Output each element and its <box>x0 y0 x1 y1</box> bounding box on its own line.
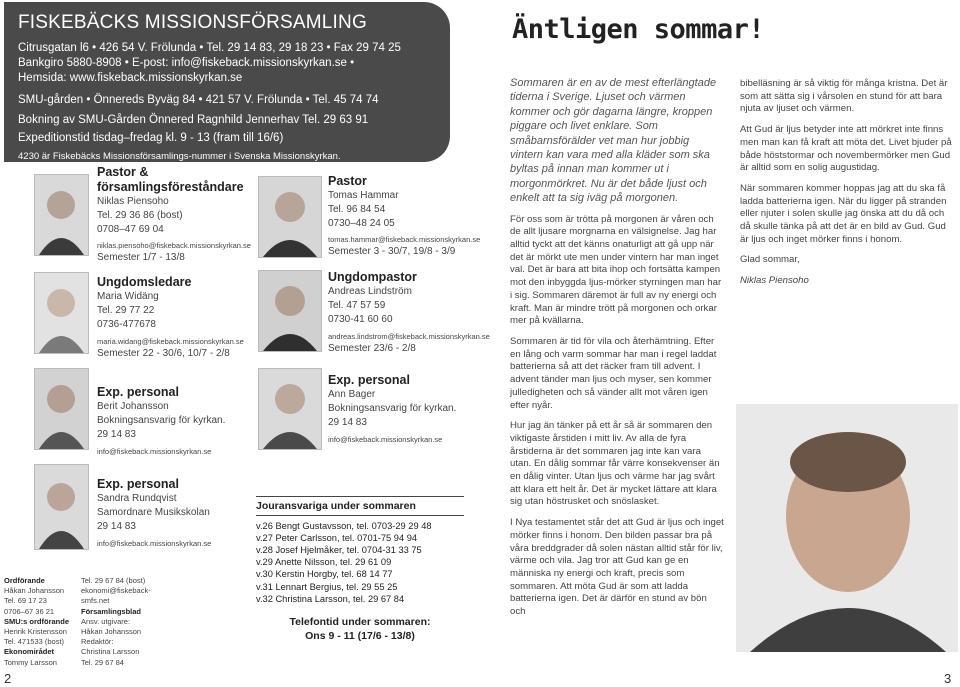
portrait-photo <box>34 174 89 256</box>
staff-forestandare <box>97 165 257 265</box>
article-paragraph: Hur jag än tänker på ett år så är sommaren den viktigaste årstiden i mitt liv. Av alla de fyra årstiderna är det sommaren jag inte kan vara utan. En dålig sommar får värre konsekvenser än en dålig vinter. Utan ljus och värme har jag svårt att klara ett helt år. Det är mycket lättare att klara sig utan höstrusket och snöslasket. <box>510 420 720 508</box>
contact-heading: Ordförande <box>4 576 45 585</box>
header-line: Bokning av SMU-Gården Önnered Ragnhild Jennerhav Tel. 29 63 91 <box>18 114 369 126</box>
staff-exp-1 <box>97 385 257 457</box>
staff-email: niklas.piensoho@fiskeback.missionskyrkan.se <box>97 241 251 250</box>
staff-role: Exp. personal <box>328 373 410 387</box>
contact-heading: Församlingsblad <box>81 606 142 616</box>
staff-exp-2 <box>328 373 478 445</box>
article-paragraph: Glad sommar, <box>740 254 800 266</box>
portrait-photo <box>258 176 322 258</box>
contact-line: Håkan Johansson <box>4 586 65 596</box>
staff-desc: Bokningsansvarig för kyrkan. <box>97 415 226 426</box>
staff-pastor <box>328 174 481 259</box>
contact-line: Christina Larsson <box>81 647 140 657</box>
staff-ungdomsledare <box>97 275 257 361</box>
staff-email: info@fiskeback.missionskyrkan.se <box>97 539 212 548</box>
staff-name: Sandra Rundqvist <box>97 493 177 504</box>
contact-line: Tel. 471533 (bost) <box>4 637 65 647</box>
on-call-item: v.26 Bengt Gustavsson, tel. 0703-29 29 48 <box>256 521 432 532</box>
staff-name: Berit Johansson <box>97 401 169 412</box>
portrait-photo <box>258 270 322 352</box>
header-line: Citrusgatan l6 • 426 54 V. Frölunda • Tel. 29 14 83, 29 18 23 • Fax 29 74 25 <box>18 42 401 54</box>
staff-role: Pastor & <box>97 165 149 179</box>
staff-role: Exp. personal <box>97 477 179 491</box>
page-number-right: 3 <box>944 671 952 686</box>
page-number-left: 2 <box>4 671 12 686</box>
on-call-box <box>256 496 464 643</box>
contacts-col-1 <box>4 576 80 668</box>
contact-line: 0706–67 36 21 <box>4 606 55 616</box>
portrait-photo <box>34 368 89 450</box>
header-line: Bankgiro 5880-8908 • E-post: info@fiskeback.missionskyrkan.se • <box>18 57 355 69</box>
contact-line: Tel. 69 17 23 <box>4 596 47 606</box>
staff-name: Maria Widäng <box>97 291 159 302</box>
staff-tel: Tel. 47 57 59 <box>328 300 386 311</box>
staff-email: maria.widang@fiskeback.missionskyrkan.se <box>97 337 244 346</box>
staff-role: Exp. personal <box>97 385 179 399</box>
contact-heading: SMU:s ordförande <box>4 616 70 626</box>
on-call-item: v.32 Christina Larsson, tel. 29 67 84 <box>256 593 405 604</box>
staff-mobile: 0730–48 24 05 <box>328 218 395 229</box>
staff-email: tomas.hammar@fiskeback.missionskyrkan.se <box>328 235 481 244</box>
article-paragraph: Att Gud är ljus betyder inte att mörkret inte finns men man kan få kraft att möta det. Livet bjuder på både höststormar och novembermörker men Gud är alltid som en solig augustidag. <box>740 124 952 174</box>
staff-name: Niklas Piensoho <box>97 196 169 207</box>
article-column-1 <box>510 76 724 627</box>
staff-semester: Semester 22 - 30/6, 10/7 - 2/8 <box>97 348 230 359</box>
staff-role: Ungdompastor <box>328 270 417 284</box>
staff-name: Ann Bager <box>328 389 376 400</box>
staff-email: info@fiskeback.missionskyrkan.se <box>328 435 443 444</box>
phone-hours-title: Telefontid under sommaren: <box>289 615 431 628</box>
article-lead: Sommaren är en av de mest efterlängtade tiderna i Sverige. Ljuset och värmen kommer och gör dagarna längre, kroppen piggare och livet enklare. Som småbarnsförälder vet man hur jobbig vintern kan vara med alla kläder som ska byltas på innan man kommer ut i morgonmörkret. Nu är det både ljust och enkelt att ta sig iväg på morgonen. <box>510 77 717 205</box>
staff-email: andreas.lindstrom@fiskeback.missionskyrkan.se <box>328 332 490 341</box>
on-call-item: v.28 Josef Hjelmåker, tel. 0704-31 33 75 <box>256 545 422 556</box>
staff-email: info@fiskeback.missionskyrkan.se <box>97 447 212 456</box>
staff-semester: Semester 23/6 - 2/8 <box>328 343 416 354</box>
header-line: Hemsida: www.fiskeback.missionskyrkan.se <box>18 72 243 84</box>
portrait-photo <box>34 464 89 550</box>
portrait-photo <box>34 272 89 354</box>
header-line: Expeditionstid tisdag–fredag kl. 9 - 13 (fram till 16/6) <box>18 132 284 144</box>
staff-tel: 29 14 83 <box>97 429 136 440</box>
article-paragraph: bibelläsning är så viktig för många kristna. Det är som att sätta sig i vårsolen en stund för att bara njuta av ljuset och värmen. <box>740 78 948 115</box>
staff-desc: Samordnare Musikskolan <box>97 507 210 518</box>
on-call-item: v.30 Kerstin Horgby, tel. 68 14 77 <box>256 569 393 580</box>
contact-line: ekonomi@fiskeback- <box>81 586 151 596</box>
staff-tel: Tel. 29 36 86 (bost) <box>97 210 183 221</box>
staff-tel: 29 14 83 <box>328 417 367 428</box>
header-line: SMU-gården • Önnereds Byväg 84 • 421 57 V. Frölunda • Tel. 45 74 74 <box>18 94 379 106</box>
staff-ungdompastor <box>328 270 490 356</box>
author-portrait <box>736 404 958 652</box>
contacts-col-2 <box>81 576 171 668</box>
staff-semester: Semester 1/7 - 13/8 <box>97 252 185 263</box>
article-paragraph: I Nya testamentet står det att Gud är ljus och inget mörker finns i honom. Den bilden passar bra på våra breddgrader då solen nästan alltid står för liv, värme och vila. Jag tror att Gud kan ge en människa ny energi och kraft, precis som sommaren. Att möta Gud är som att ladda batterierna igen. Det är därför en stund av bön och <box>510 517 724 618</box>
contact-line: Ansv. utgivare: <box>81 616 131 626</box>
portrait-photo <box>258 368 322 450</box>
contact-line: Redaktör: <box>81 637 114 647</box>
church-name: FISKEBÄCKS MISSIONSFÖRSAMLING <box>18 12 367 33</box>
on-call-item: v.29 Anette Nilsson, tel. 29 61 09 <box>256 557 392 568</box>
staff-semester: Semester 3 - 30/7, 19/8 - 3/9 <box>328 246 456 257</box>
contact-line: Tel. 29 67 84 <box>81 657 124 667</box>
staff-exp-3 <box>97 477 257 549</box>
staff-role: Pastor <box>328 174 367 188</box>
staff-tel: Tel. 29 77 22 <box>97 305 155 316</box>
on-call-title: Jouransvariga under sommaren <box>256 496 464 516</box>
staff-tel: Tel. 96 84 54 <box>328 204 386 215</box>
article-title: Äntligen sommar! <box>512 14 765 45</box>
staff-mobile: 0708–47 69 04 <box>97 224 164 235</box>
article-paragraph: När sommaren kommer hoppas jag att du ska få ladda batterierna igen. När du ligger på stranden eller njuter i solen skulle jag önska att du då och då skulle tänka på att det är en bild av Gud. Gud är ljus och inget mörker finns i honom. <box>740 182 947 245</box>
staff-role: församlingsföreståndare <box>97 180 244 194</box>
staff-role: Ungdomsledare <box>97 275 192 289</box>
contact-line: smfs.net <box>81 596 110 606</box>
on-call-item: v.31 Lennart Bergius, tel. 29 55 25 <box>256 581 398 592</box>
header-box <box>4 2 450 162</box>
staff-name: Tomas Hammar <box>328 190 399 201</box>
staff-desc: Bokningsansvarig för kyrkan. <box>328 403 457 414</box>
article-signature: Niklas Piensoho <box>740 275 809 287</box>
phone-hours-value: Ons 9 - 11 (17/6 - 13/8) <box>305 629 415 642</box>
contact-heading: Ekonomirådet <box>4 647 55 657</box>
contact-line: Tommy Larsson <box>4 657 57 667</box>
contact-line: Tel. 29 67 84 (bost) <box>81 576 146 585</box>
staff-mobile: 0730-41 60 60 <box>328 314 393 325</box>
staff-name: Andreas Lindström <box>328 286 412 297</box>
article-paragraph: För oss som är trötta på morgonen är våren och de allt ljusare morgnarna en välsignelse. Jag har alltid tyckt att det känns onaturligt att gå upp när det är mörkt ute men under vintern har man inget val. Det är bara att bita ihop och fortsätta kampen mot den inbyggda ljus-mörker styrningen man har i sig. Sommaren däremot är full av ny energi och kraft. Man är mindre trött på morgonen och orkar mer på kvällarna. <box>510 213 722 327</box>
staff-tel: 29 14 83 <box>97 521 136 532</box>
article-paragraph: Sommaren är tid för vila och återhämtning. Efter en lång och varm sommar har man i regel laddat batterierna så att det räcker fram till advent. I advent tänder man ljus och myser, sen kommer julledigheten och så vänder allt mot våren igen efter nyår. <box>510 335 717 411</box>
contact-line: Henrik Kristensson <box>4 627 67 637</box>
contact-line: Håkan Johansson <box>81 627 142 637</box>
on-call-item: v.27 Peter Carlsson, tel. 0701-75 94 94 <box>256 533 418 544</box>
header-line: 4230 är Fiskebäcks Missionsförsamlings-nummer i Svenska Missionskyrkan. <box>18 151 341 162</box>
article-column-2 <box>740 78 954 296</box>
staff-mobile: 0736-477678 <box>97 319 156 330</box>
